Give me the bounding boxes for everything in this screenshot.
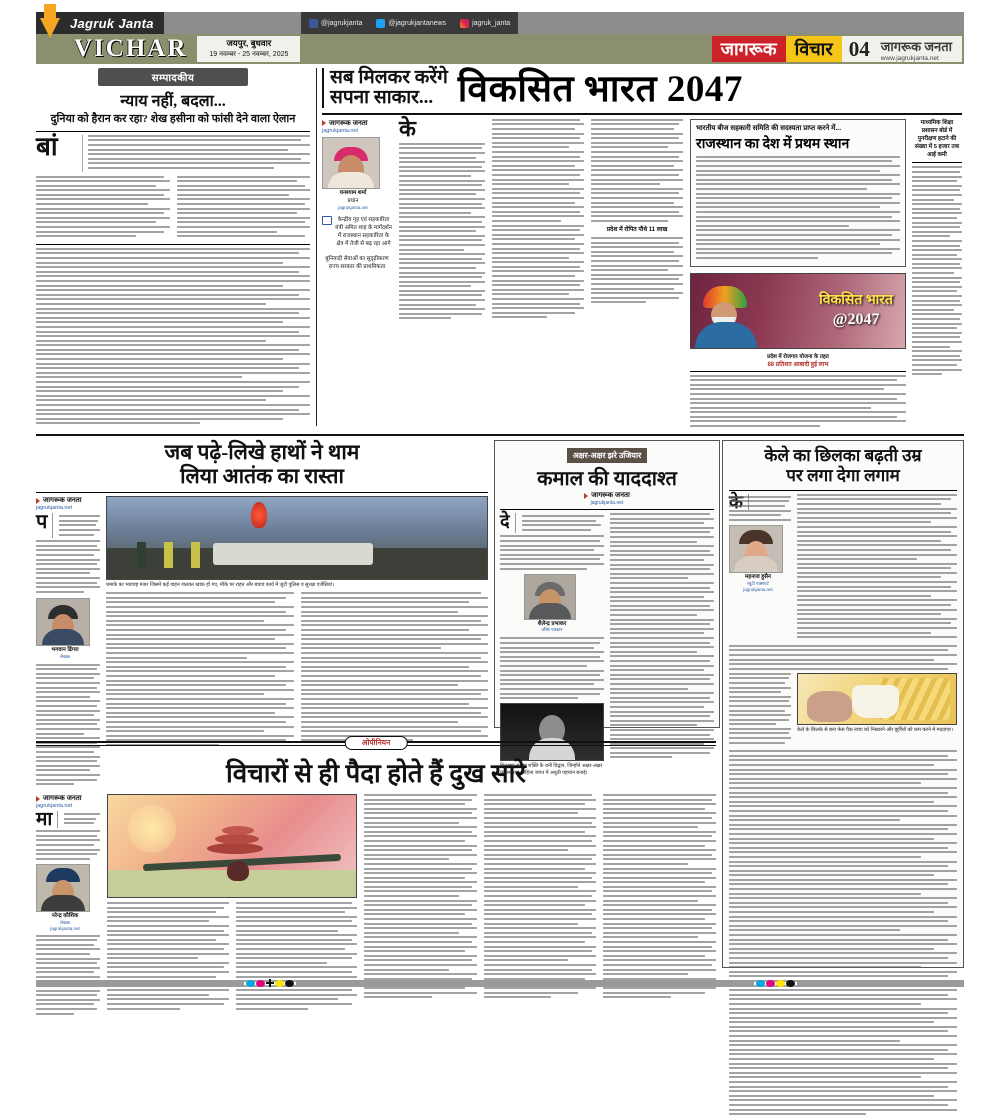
stone-1 (207, 843, 263, 854)
banana-col-1 (729, 494, 791, 641)
lead-author-card (322, 137, 384, 210)
banana-body-wide (729, 645, 957, 670)
memory-story (494, 440, 720, 777)
lead-author-column (322, 119, 392, 437)
site-url[interactable]: www.jagrukjanta.net (880, 54, 939, 62)
lead-byline (322, 119, 392, 128)
board-box-headline: माध्यमिक शिक्षा प्रशासन बोर्ड में पुनरीक्षण हटाने की संख्या में 5 हजार तक आई कमी (914, 119, 960, 159)
opinion-body-a (107, 902, 229, 1012)
lead-right-rail (690, 119, 962, 437)
lead-byline-url[interactable]: jagrukjanta.net (322, 127, 359, 134)
masthead (36, 12, 964, 64)
byline-marker-icon (36, 498, 40, 504)
right-rail-main (690, 119, 906, 437)
opinion-col-author (36, 794, 100, 990)
editorial-heading (36, 89, 310, 127)
terror-author-name: भगवान ढिंगरा (51, 646, 79, 653)
banana-photo-caption: केले के छिलके से बना फेस पैक त्वचा को निखारने और झुर्रियों को कम करने में मददगार। (797, 726, 953, 733)
banana-col-2 (797, 494, 957, 641)
officer-shape-2 (164, 542, 173, 568)
modi-kurta (695, 322, 757, 348)
opinion-divider (36, 736, 716, 752)
author-photo (322, 137, 380, 189)
editorial-column (36, 68, 310, 426)
social-handles (301, 12, 518, 34)
banana-author-url[interactable]: jagrukjanta.net (743, 586, 773, 592)
edition-date (197, 36, 300, 62)
modi-promo-overlay (819, 290, 893, 329)
board-box-column (912, 119, 962, 437)
memory-headline: कमाल की याददाश्त (537, 468, 677, 490)
brand-vichar: विचार (786, 36, 842, 62)
memory-author-name: शैलेन्द्र प्रभाकर (537, 620, 567, 627)
page-number: 04 (842, 36, 877, 62)
lead-author-url[interactable]: jagrukjanta.net (338, 204, 368, 210)
memory-kicker: अक्षर-अक्षर झरे उजियार (567, 448, 648, 463)
cyan-mark-icon (246, 980, 255, 987)
terror-headline-line2: लिया आतंक का रास्ता (180, 464, 344, 489)
terror-author-desig: लेखक (59, 653, 71, 659)
torso-shape (41, 895, 85, 911)
officer-shape-3 (191, 542, 200, 568)
banana-headline (729, 446, 957, 487)
reg-marks-right (754, 980, 797, 987)
registration-bar (36, 978, 964, 988)
reg-grey-left (36, 980, 244, 987)
seed-box-headline: राजस्थान का देश में प्रथम स्थान (696, 136, 850, 152)
author-photo (36, 864, 90, 912)
masthead-bottom-bar (36, 34, 964, 64)
editorial-body-col2 (177, 176, 311, 240)
terror-body-a (106, 592, 294, 748)
twitter-handle: @jagrukjantanews (388, 19, 447, 27)
lead-kicker (322, 68, 448, 108)
opinion-dropcap: मा (36, 811, 58, 828)
cyan-mark-icon (756, 980, 765, 987)
banana-author-desig: ब्यूटी एक्सपर्ट (747, 580, 769, 586)
terror-headline-line1: जब पढ़े-लिखे हाथों ने थाम (164, 440, 360, 464)
top-section (36, 68, 964, 428)
terror-dropcap: प (36, 513, 53, 538)
crosshair-icon (266, 979, 274, 987)
modi-promo-caption (690, 352, 906, 368)
seed-box (690, 119, 906, 267)
editorial-tag: सम्पादकीय (98, 68, 248, 86)
torso-shape (328, 172, 374, 188)
editorial-dropcap: बां (36, 131, 58, 161)
facebook-handle: @jagrukjanta (321, 19, 363, 27)
terror-byline-brand: जागरूक जनता (43, 497, 82, 505)
author-photo (36, 598, 90, 646)
terror-photo-caption: धमाके का भयावह मंजर जिसमें कई वाहन जलकर खाक हो गए, मौके पर राहत और बचाव कार्य में जुटी पुलिस व सुरक्षा एजेंसियां। (106, 582, 334, 589)
face-mask-shape (807, 691, 851, 722)
lead-body-col-c (591, 119, 683, 437)
yellow-mark-icon (776, 980, 785, 987)
lead-author-name: घनश्याम शर्मा (339, 189, 367, 196)
black-mark-icon (285, 980, 294, 987)
editorial-body-top (82, 135, 310, 172)
editorial-body-col1 (36, 176, 170, 240)
lead-kicker-line1: सब मिलकर करेंगे (330, 67, 448, 88)
site-block (877, 36, 962, 62)
banana-facepack-photo (797, 673, 957, 725)
stone-2 (215, 834, 259, 844)
terror-author-card (36, 598, 94, 660)
lead-inline-subhead: प्रदेश में रोपित पौधे 11 लाख (606, 226, 668, 233)
torso-shape (529, 603, 571, 619)
lead-byline-brand: जागरूक जनता (329, 119, 368, 127)
banana-col-3 (729, 673, 791, 747)
opinion-text-cols (364, 794, 716, 990)
quote-bubble-icon (322, 216, 332, 225)
memory-dropcap: दे (500, 513, 516, 533)
brand-jagruk: जागरूक (712, 36, 786, 62)
fire-shape (251, 502, 267, 528)
opinion-body-b (236, 902, 358, 1012)
lead-bullet-1-text: केन्द्रीय गृह एवं सहकारिता मंत्री अमित शाह के मार्गदर्शन में राजस्थान सहकारिता के क्षेत्र में तेजी से बढ़ रहा आगे (335, 216, 392, 247)
masthead-grey-fill (164, 12, 964, 34)
lead-kicker-line2: सपना साकार... (330, 86, 434, 108)
opinion-photo-col (107, 794, 357, 990)
editorial-body-bottom (36, 248, 310, 425)
opinion-byline (36, 794, 100, 803)
author-photo (729, 525, 783, 573)
modi-figure (695, 284, 757, 348)
memory-byline-url[interactable]: jagrukjanta.net (590, 500, 624, 506)
opinion-byline-brand: जागरूक जनता (43, 795, 82, 802)
author-photo (524, 574, 576, 620)
banana-photo-wrap (797, 673, 957, 747)
sun-glow (128, 805, 176, 853)
opinion-body-e (603, 794, 716, 990)
banana-headline-line1: केले का छिलका बढ़ती उम्र (764, 446, 922, 465)
terror-byline-url[interactable]: jagrukjanta.net (36, 505, 73, 512)
lead-bullet-2-text: बुनियादी सेवाओं का सुदृढ़ीकरण राज्य सरकार की प्राथमिकता (325, 256, 389, 271)
site-name: जागरूक जनता (880, 38, 952, 54)
reg-grey-right (797, 980, 964, 987)
seed-box-kicker: भारतीय बीज सहकारी समिति की सदस्यता प्राप्त करने में... (696, 124, 842, 132)
social-facebook[interactable] (309, 19, 362, 28)
down-arrow-icon (36, 34, 64, 64)
opinion-byline-url[interactable]: jagrukjanta.net (36, 803, 73, 809)
memory-author-card (524, 574, 580, 634)
opinion-section (36, 736, 716, 972)
lead-dropcap: के (399, 115, 416, 141)
reg-marks-left (244, 979, 296, 987)
blast-scene-photo (106, 496, 488, 580)
reg-grey-mid (296, 980, 754, 987)
opinion-tag: ओपीनियन (345, 736, 408, 750)
torso-shape (42, 629, 84, 645)
masthead-top-bar (36, 12, 964, 34)
torso-shape (734, 556, 778, 572)
memory-photo-caption: विलक्षण स्मरण शक्ति के धनी विद्वान, जिन्होंने अक्षर-अक्षर कंठस्थ कर साहित्य जगत में अनूठी पहचान बनाई। (500, 763, 603, 777)
instagram-icon (460, 19, 469, 28)
column-divider-1 (316, 68, 317, 426)
brand-strip (712, 36, 962, 62)
promo-overlay-line1: विकसित भारत (819, 292, 893, 308)
opinion-author-url[interactable]: jagrukjanta.net (50, 925, 80, 931)
byline-marker-icon (584, 493, 588, 499)
terror-story (36, 440, 488, 728)
promo-caption-line1: प्रदेश में रोजगार योजना के तहत (767, 353, 829, 360)
banana-headline-line2: पर लगा देगा लगाम (786, 466, 900, 486)
promo-caption-line2: 88 प्रतिशत आबादी हुई लाभ (767, 361, 829, 368)
memory-col-2 (610, 513, 714, 745)
lead-body-col-a (399, 115, 485, 437)
memory-col-1 (500, 511, 604, 777)
editorial-headline: न्याय नहीं, बदला... (120, 93, 226, 110)
officer-shape-1 (137, 542, 146, 568)
terror-byline (36, 496, 100, 505)
board-box-body (912, 166, 962, 375)
banana-author-card (729, 525, 787, 592)
memory-byline-brand: जागरूक जनता (591, 492, 630, 499)
opinion-body-c (364, 794, 477, 990)
promo-overlay-line2: @2047 (832, 310, 880, 328)
edition-place-day: जयपुर, बुधवार (226, 38, 272, 49)
banana-body-rest (729, 750, 957, 1115)
opinion-headline: विचारों से ही पैदा होते हैं दुख सारे (226, 759, 526, 788)
pivot-stone (227, 861, 249, 881)
opinion-author-name: नरेन्द्र कौशिक (51, 912, 79, 919)
cream-bowl-shape (852, 685, 899, 718)
edition-date-range: 19 नवम्बर - 25 नवम्बर, 2025 (209, 51, 289, 59)
banana-story (722, 440, 964, 968)
memory-author-desig: वरिष्ठ पत्रकार (541, 627, 563, 633)
instagram-handle: jagruk_janta (472, 19, 511, 27)
terror-headline (36, 440, 488, 488)
memory-byline (500, 491, 714, 500)
terror-body-b (301, 592, 489, 748)
vichar-wordmark: VICHAR (74, 35, 188, 62)
vehicle-shape (213, 543, 373, 564)
modi-promo-photo (690, 273, 906, 349)
banana-author-name: महनाज हुसैन (745, 573, 771, 580)
byline-marker-icon (322, 120, 326, 126)
opinion-author-desig: लेखक (59, 919, 71, 925)
lead-bullet-1 (322, 216, 392, 248)
opinion-body-d (484, 794, 597, 990)
stone-3 (222, 826, 254, 835)
byline-marker-icon (36, 796, 40, 802)
lead-author-desig: प्रधान (347, 197, 359, 204)
lead-body-col-b (492, 119, 584, 437)
magenta-mark-icon (256, 980, 265, 987)
lead-headline: विकसित भारत 2047 (457, 68, 743, 110)
balance-stones-photo (107, 794, 357, 898)
magenta-mark-icon (766, 980, 775, 987)
social-instagram[interactable] (460, 19, 510, 28)
opinion-author-card (36, 864, 94, 931)
facebook-icon (309, 19, 318, 28)
promo-followup-text (690, 375, 906, 428)
publication-logo: Jagruk Janta (36, 12, 164, 34)
twitter-icon (376, 19, 385, 28)
black-mark-icon (786, 980, 795, 987)
yellow-mark-icon (275, 980, 284, 987)
social-twitter[interactable] (376, 19, 446, 28)
editorial-subhead: दुनिया को हैरान कर रहा? शेख हसीना को फांसी देने वाला ऐलान (50, 113, 296, 125)
lead-story (322, 68, 962, 437)
